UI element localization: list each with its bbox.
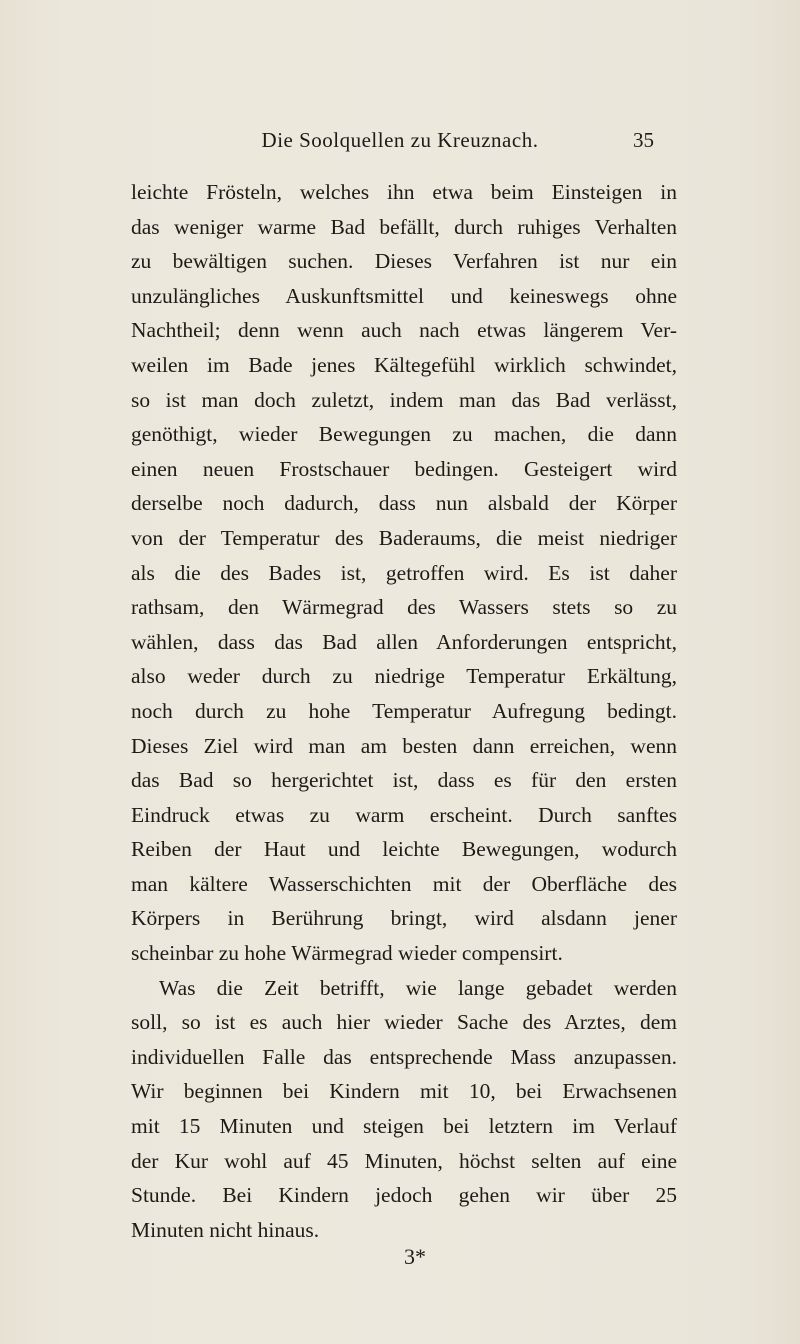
text-line: soll, so ist es auch hier wieder Sache des Arztes, dem [131,1010,677,1035]
text-line: genöthigt, wieder Bewegungen zu machen, die dann [131,422,677,447]
text-line: also weder durch zu niedrige Temperatur Erkältung, [131,664,677,689]
text-line: derselbe noch dadurch, dass nun alsbald der Körper [131,491,677,516]
text-line: von der Temperatur des Baderaums, die meist niedriger [131,525,677,550]
text-line: Wir beginnen bei Kindern mit 10, bei Erwachsenen [131,1079,677,1104]
text-line: der Kur wohl auf 45 Minuten, höchst selten auf eine [131,1148,677,1173]
text-line: Körpers in Berührung bringt, wird alsdann jener [131,906,677,931]
text-line: weilen im Bade jenes Kältegefühl wirklich schwindet, [131,352,677,377]
text-line: mit 15 Minuten und steigen bei letztern im Verlauf [131,1114,677,1139]
text-line: leichte Frösteln, welches ihn etwa beim Einsteigen in [131,180,677,204]
text-line: als die des Bades ist, getroffen wird. Es ist daher [131,560,677,585]
body-text [131,175,677,1247]
text-line: Minuten nicht hinaus. [131,1217,320,1242]
text-line: Nachtheil; denn wenn auch nach etwas längerem Ver- [131,318,677,343]
text-line: individuellen Falle das entsprechende Mass anzupassen. [131,1044,677,1069]
page-number: 35 [633,128,654,152]
text-line: Eindruck etwas zu warm erscheint. Durch sanftes [131,802,677,827]
signature-mark: 3* [404,1244,426,1269]
running-title: Die Soolquellen zu Kreuznach. [261,128,539,152]
text-line: Stunde. Bei Kindern jedoch gehen wir über 25 [131,1183,677,1208]
text-line: scheinbar zu hohe Wärmegrad wieder compensirt. [131,941,563,966]
text-line: unzulängliches Auskunftsmittel und keineswegs ohne [131,283,677,308]
text-line: noch durch zu hohe Temperatur Aufregung bedingt. [131,698,677,723]
text-line: Was die Zeit betrifft, wie lange gebadet werden [159,975,677,1000]
text-line: das Bad so hergerichtet ist, dass es für den ersten [131,768,677,793]
text-line: man kältere Wasserschichten mit der Oberfläche des [131,871,677,896]
running-head [0,128,800,162]
text-line: Reiben der Haut und leichte Bewegungen, wodurch [131,837,677,862]
text-line: das weniger warme Bad befällt, durch ruhiges Verhalten [131,214,677,239]
text-line: einen neuen Frostschauer bedingen. Gesteigert wird [131,456,677,481]
text-line: so ist man doch zuletzt, indem man das Bad verlässt, [131,387,677,412]
text-line: Dieses Ziel wird man am besten dann erreichen, wenn [131,733,677,758]
text-line: zu bewältigen suchen. Dieses Verfahren ist nur ein [131,249,677,274]
text-line: wählen, dass das Bad allen Anforderungen entspricht, [131,629,677,654]
text-line: rathsam, den Wärmegrad des Wassers stets so zu [131,595,677,620]
